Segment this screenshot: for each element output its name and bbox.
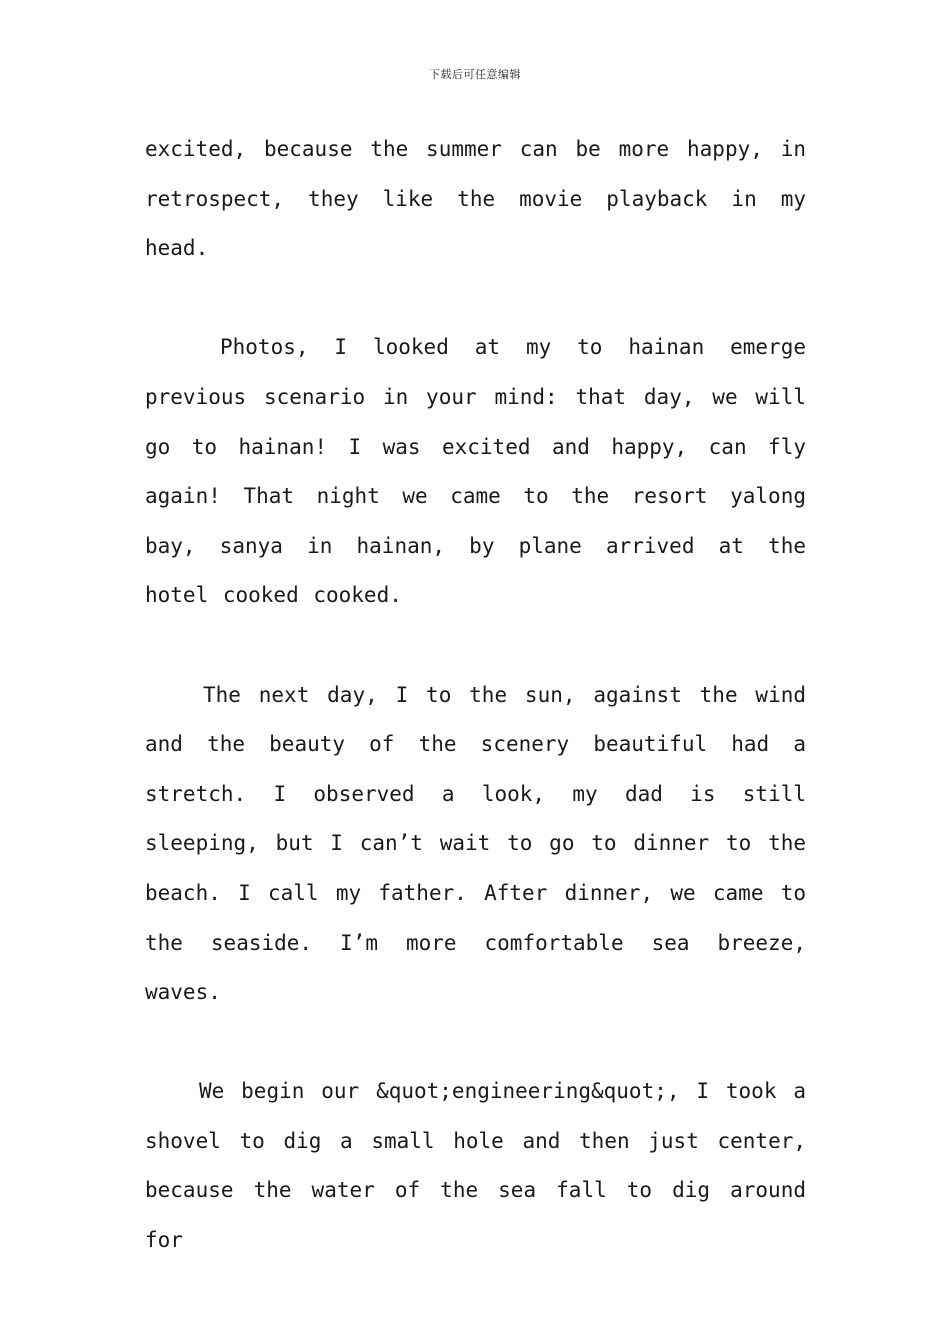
paragraph-4: We begin our &quot;engineering&quot;, I took a shovel to dig a small hole and then just center, because the water of the sea fall to dig around for: [145, 1079, 806, 1253]
paragraph-2: Photos, I looked at my to hainan emerge previous scenario in your mind: that day, we will go to hainan! I was excited and happy, can fly again! That night we came to the resort yalong bay, sanya in hainan, by plane arrived at the hotel cooked cooked.: [145, 335, 806, 608]
document-body: [145, 125, 806, 1315]
paragraph-3: The next day, I to the sun, against the wind and the beauty of the scenery beautiful had a stretch. I observed a look, my dad is still sleeping, but I can’t wait to go to dinner to the beach. I call my father. After dinner, we came to the seaside. I’m more comfortable sea breeze, waves.: [145, 682, 806, 1005]
paragraph-1: excited, because the summer can be more happy, in retrospect, they like the movie playback in my head.: [145, 137, 806, 261]
page-header: 下载后可任意编辑: [429, 68, 521, 81]
